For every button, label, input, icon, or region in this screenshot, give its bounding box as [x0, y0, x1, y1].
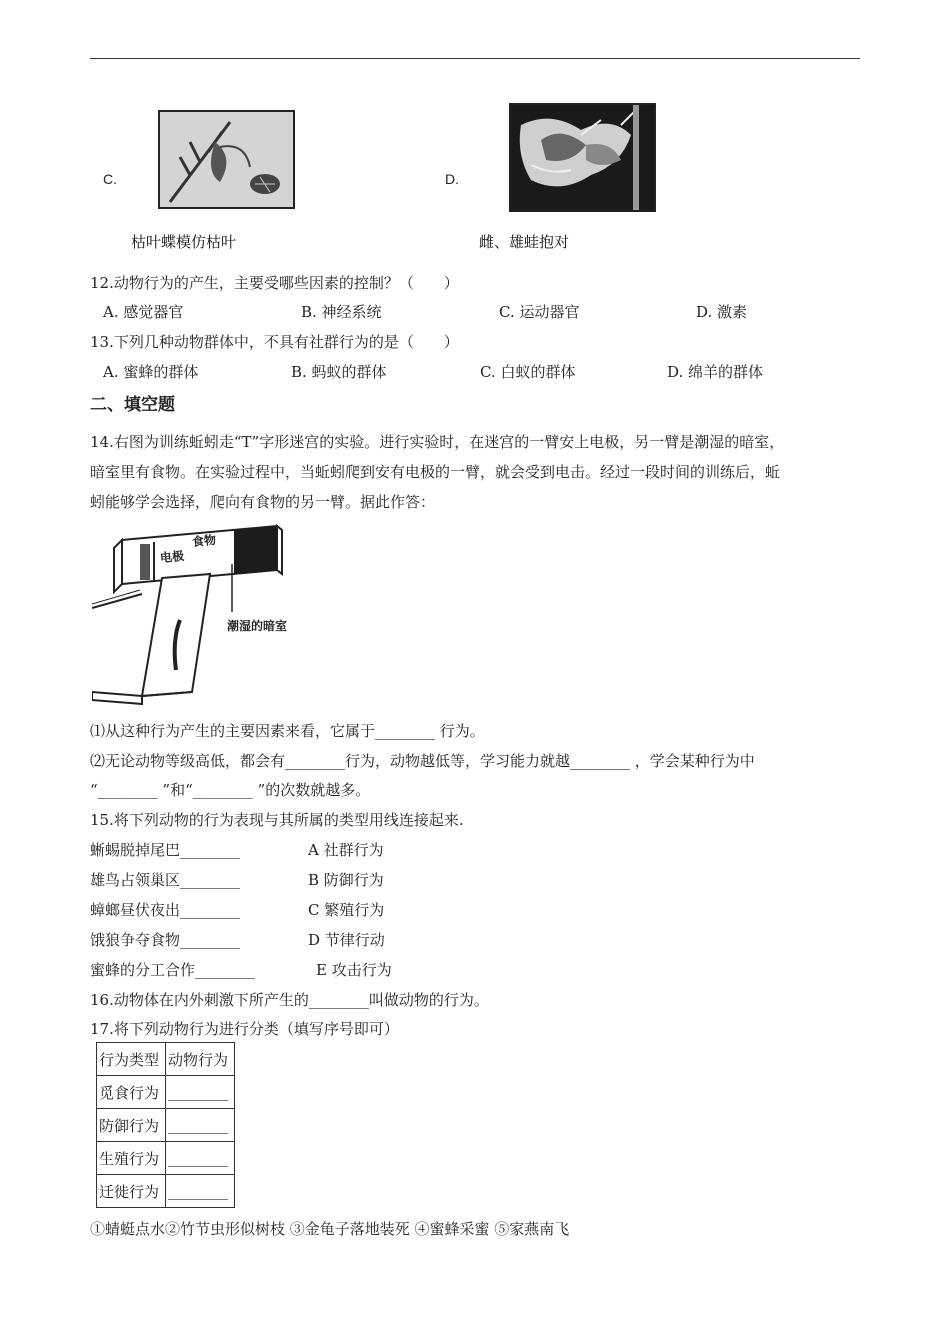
option-d-caption: 雌、雄蛙抱对 [479, 233, 570, 251]
table-header-cell: 动物行为 [166, 1043, 235, 1076]
q12-option-b: B. 神经系统 [301, 303, 382, 321]
q15-right-b: B 防御行为 [308, 871, 384, 889]
q14-line-1: 14.右图为训练蚯蚓走“T”字形迷宫的实验。进行实验时，在迷宫的一臂安上电极，另一臂是潮湿的暗室， [90, 433, 785, 451]
table-row [97, 1109, 235, 1142]
table-cell: ________ [166, 1109, 235, 1142]
q15-left-2: 雄鸟占领巢区________ [90, 871, 241, 889]
q14-sub2-line2: “________ ”和“________ ”的次数就越多。 [90, 781, 371, 799]
table-cell: 迁徙行为 [97, 1175, 166, 1208]
option-c-caption: 枯叶蝶模仿枯叶 [131, 233, 237, 251]
q12-option-d: D. 激素 [696, 303, 748, 321]
header-rule [90, 58, 860, 59]
q15-right-c: C 繁殖行为 [308, 901, 385, 919]
q15-right-d: D 节律行动 [308, 931, 385, 949]
q14-sub1: ⑴从这种行为产生的主要因素来看，它属于________ 行为。 [90, 722, 485, 740]
q15-stem: 15.将下列动物的行为表现与其所属的类型用线连接起来. [90, 811, 464, 829]
q14-line-2: 暗室里有食物。在实验过程中，当蚯蚓爬到安有电极的一臂，就会受到电击。经过一段时间的训练后，蚯 [90, 463, 781, 481]
q13-option-a: A. 蜜蜂的群体 [103, 363, 199, 381]
table-cell: 觅食行为 [97, 1076, 166, 1109]
q13-stem: 13.下列几种动物群体中，不具有社群行为的是（ ） [90, 333, 459, 351]
q15-right-a: A 社群行为 [308, 841, 384, 859]
food-label: 食物 [191, 532, 217, 550]
q15-right-e: E 攻击行为 [316, 961, 392, 979]
q15-left-1: 蜥蜴脱掉尾巴________ [90, 841, 241, 859]
q13-option-b: B. 蚂蚁的群体 [291, 363, 387, 381]
table-cell: 生殖行为 [97, 1142, 166, 1175]
option-d-label: D. [445, 171, 459, 187]
q17-items: ①蜻蜓点水②竹节虫形似树枝 ③金龟子落地装死 ④蜜蜂采蜜 ⑤家燕南飞 [90, 1220, 570, 1238]
table-cell: ________ [166, 1142, 235, 1175]
table-cell: ________ [166, 1175, 235, 1208]
table-row [97, 1175, 235, 1208]
q12-stem: 12.动物行为的产生，主要受哪些因素的控制？（ ） [90, 274, 459, 292]
q13-option-c: C. 白蚁的群体 [480, 363, 576, 381]
dark-room-label: 潮湿的暗室 [227, 619, 288, 633]
table-row [97, 1142, 235, 1175]
q17-table [96, 1042, 235, 1208]
frogs-mating-image [509, 103, 656, 212]
q12-option-a: A. 感觉器官 [103, 303, 184, 321]
table-cell: 防御行为 [97, 1109, 166, 1142]
q14-sub2-line1: ⑵无论动物等级高低，都会有________行为，动物越低等，学习能力就越________ ，学会某种行为中 [90, 752, 755, 770]
q12-option-c: C. 运动器官 [499, 303, 580, 321]
section-title: 二、填空题 [90, 395, 175, 415]
q13-option-d: D. 绵羊的群体 [667, 363, 764, 381]
table-cell: ________ [166, 1076, 235, 1109]
q15-left-4: 饿狼争夺食物________ [90, 931, 241, 949]
option-c-label: C. [103, 171, 117, 187]
table-header-cell: 行为类型 [97, 1043, 166, 1076]
table-row [97, 1076, 235, 1109]
t-maze-figure [92, 520, 314, 708]
q17-stem: 17.将下列动物行为进行分类（填写序号即可） [90, 1020, 399, 1038]
leaf-butterfly-image [158, 110, 295, 209]
q15-left-3: 蟑螂昼伏夜出________ [90, 901, 241, 919]
q15-left-5: 蜜蜂的分工合作________ [90, 961, 256, 979]
table-header-row [97, 1043, 235, 1076]
electrode-label: 电极 [159, 548, 185, 566]
q14-line-3: 蚓能够学会选择，爬向有食物的另一臂。据此作答： [90, 493, 436, 511]
q16-text: 16.动物体在内外刺激下所产生的________叫做动物的行为。 [90, 991, 489, 1009]
